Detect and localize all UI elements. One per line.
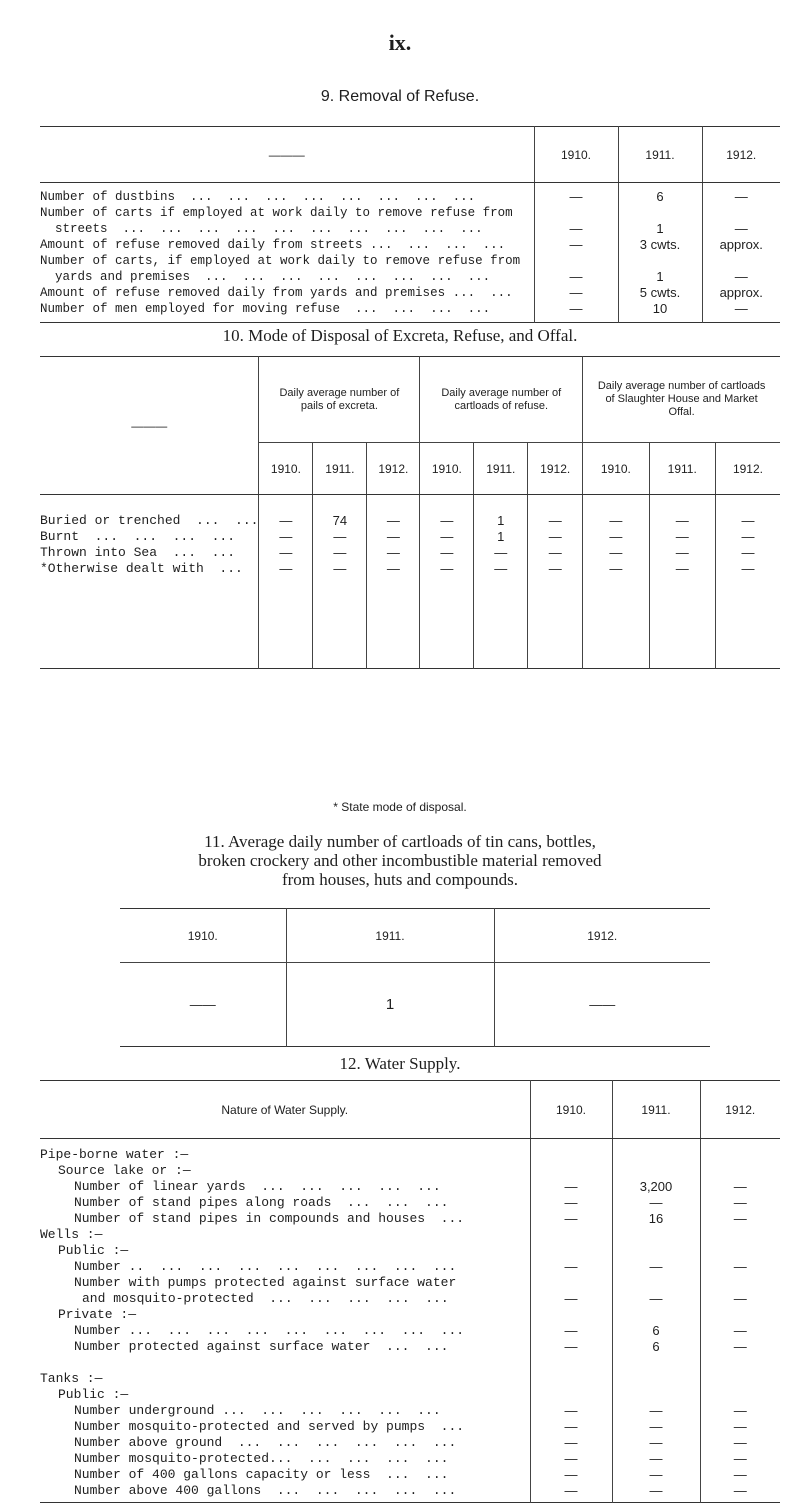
refuse-removal-table [40,126,780,323]
value-cell: — [700,1467,780,1483]
value-cell [700,1387,780,1403]
value-cell: — [649,529,715,545]
value-cell: 16 [612,1211,700,1227]
table-row [40,1419,780,1435]
row-label: Number of 400 gallons capacity or less ... ... [74,1466,449,1482]
table-row [40,1307,780,1323]
value-cell: 1 [474,513,528,529]
value-cell [700,1163,780,1179]
value-cell: approx. [702,285,780,301]
row-label: Number of stand pipes along roads ... ... ... [74,1194,449,1210]
value-cell: — [612,1451,700,1467]
value-cell: — [534,253,618,285]
value-cell [530,1227,612,1243]
row-label: Number .. ... ... ... ... ... ... ... ... [74,1258,457,1274]
title-line: broken crockery and other incombustible material removed [198,851,602,870]
value-cell: — [702,253,780,285]
value-cell: — [612,1419,700,1435]
year-header: 1911. [286,909,494,963]
value-cell [700,1147,780,1163]
value-cell: — [700,1403,780,1419]
value-cell: — [420,561,474,577]
value-cell: — [700,1451,780,1467]
row-label: Thrown into Sea ... ... [40,544,236,560]
value-cell: — [530,1291,612,1307]
table-row [40,1243,780,1259]
value-cell: — [583,529,649,545]
value-cell: — [534,237,618,253]
value-cell: — [715,561,780,577]
row-label: Buried or trenched ... ... [40,512,259,528]
row-label: and mosquito-protected ... ... ... ... ... [82,1290,449,1306]
table-row [40,1339,780,1355]
label-line: Amount of refuse removed daily from streets ... ... ... ... [40,237,506,252]
footnote: * State mode of disposal. [333,800,467,814]
value-cell: —— [494,963,710,1047]
year-header: 1911. [313,443,367,495]
incombustible-table [120,908,710,1047]
value-cell: — [700,1419,780,1435]
value-cell: — [474,545,528,561]
value-cell: — [612,1291,700,1307]
value-cell: — [700,1435,780,1451]
value-cell: — [534,301,618,317]
value-cell: — [530,1435,612,1451]
table-row [40,1163,780,1179]
value-cell [700,1307,780,1323]
value-cell: — [528,513,583,529]
value-cell: 1 [286,963,494,1047]
value-cell: — [530,1259,612,1275]
value-cell: — [612,1467,700,1483]
table-row [40,189,780,205]
value-cell: 1 [618,205,702,237]
value-cell: — [700,1483,780,1499]
value-cell: — [367,513,420,529]
row-label: Number protected against surface water ... ... [74,1338,449,1354]
section-12-title: 12. Water Supply. [339,1054,461,1073]
value-cell [612,1371,700,1387]
value-cell: — [583,561,649,577]
row-label: Number of linear yards ... ... ... ... ... [74,1178,441,1194]
value-cell: 5 cwts. [618,285,702,301]
value-cell: 6 [612,1323,700,1339]
value-cell: — [420,513,474,529]
value-cell: — [612,1483,700,1499]
value-cell: — [474,561,528,577]
year-header: 1912. [494,909,710,963]
value-cell [612,1275,700,1291]
table-row [40,1147,780,1163]
value-cell [530,1147,612,1163]
year-header: 1912. [367,443,420,495]
value-cell [700,1355,780,1371]
label-line: Amount of refuse removed daily from yards and premises ... ... [40,285,513,300]
value-cell: — [715,513,780,529]
row-label [40,237,534,253]
table-row [40,301,780,317]
row-label: Wells :— [40,1226,103,1242]
row-label: Public :— [58,1386,129,1402]
section-10-title: 10. Mode of Disposal of Excreta, Refuse, and Offal. [222,326,578,345]
value-cell: — [530,1211,612,1227]
table-row [40,1211,780,1227]
value-cell: — [702,189,780,205]
header-blank: ——— [40,127,534,183]
year-header: 1912. [702,127,780,183]
year-header: 1910. [120,909,286,963]
value-cell [700,1227,780,1243]
value-cell [612,1307,700,1323]
value-cell: — [702,301,780,317]
disposal-table [40,356,780,669]
value-cell: — [715,545,780,561]
value-cell: — [528,529,583,545]
value-cell: — [612,1435,700,1451]
value-cell [530,1371,612,1387]
value-cell: — [259,561,313,577]
value-cell [530,1355,612,1371]
value-cell [530,1307,612,1323]
value-cell: — [259,545,313,561]
value-cell: — [313,545,367,561]
row-label: Number above 400 gallons ... ... ... ... ... [74,1482,457,1498]
value-cell: 1 [618,253,702,285]
value-cell: — [700,1323,780,1339]
label-line: Number of carts if employed at work daily to remove refuse from [40,205,513,220]
label-line: streets ... ... ... ... ... ... ... ... ... ... [40,221,483,236]
header-blank: ——— [40,357,259,495]
value-cell: — [530,1179,612,1195]
value-cell: — [700,1179,780,1195]
row-label: Number above ground ... ... ... ... ... ... [74,1434,457,1450]
value-cell: — [700,1259,780,1275]
value-cell: — [259,529,313,545]
table-row [40,253,780,285]
table-row [40,545,780,561]
year-header: 1911. [474,443,528,495]
table-row [40,529,780,545]
table-row [40,1179,780,1195]
row-label: Number mosquito-protected... ... ... ... ... [74,1450,449,1466]
value-cell: —— [189,996,216,1012]
value-cell [612,1387,700,1403]
value-cell: — [715,529,780,545]
table-row [40,1259,780,1275]
value-cell [612,1163,700,1179]
row-label: Number underground ... ... ... ... ... ... [74,1402,441,1418]
row-label: Tanks :— [40,1370,103,1386]
value-cell: 74 [313,513,367,529]
table-row [40,1403,780,1419]
row-label: Number of stand pipes in compounds and houses ... [74,1210,465,1226]
table-row [40,513,780,529]
value-cell [612,1227,700,1243]
year-header: 1912. [715,443,780,495]
table-row [40,1291,780,1307]
group-header-pails: Daily average number of pails of excreta. [259,357,420,443]
value-cell: 3,200 [612,1179,700,1195]
table-row [40,1483,780,1499]
row-label: Pipe-borne water :— [40,1146,189,1162]
row-label: Public :— [58,1242,129,1258]
value-cell: 6 [618,189,702,205]
value-cell [530,1243,612,1259]
year-header: 1910. [583,443,649,495]
value-cell [612,1355,700,1371]
year-header: 1912. [700,1081,780,1139]
row-label: Burnt ... ... ... ... [40,528,236,544]
value-cell: — [528,561,583,577]
value-cell [612,1147,700,1163]
value-cell [700,1275,780,1291]
label-line: yards and premises ... ... ... ... ... ... ... ... [40,269,491,284]
value-cell: — [583,545,649,561]
value-cell: — [700,1339,780,1355]
year-header: 1911. [612,1081,700,1139]
table-row [40,1355,780,1371]
row-label [40,301,534,317]
row-label [40,205,534,237]
row-label: *Otherwise dealt with ... [40,560,243,576]
value-cell: — [649,513,715,529]
table-row [40,1451,780,1467]
section-9-title: 9. Removal of Refuse. [320,88,480,105]
page-number: ix. [388,30,412,55]
title-line: from houses, huts and compounds. [281,870,519,889]
year-header: 1910. [534,127,618,183]
value-cell: — [583,513,649,529]
water-supply-table [40,1080,780,1503]
table-row [40,561,780,577]
row-label: Number ... ... ... ... ... ... ... ... ... [74,1322,465,1338]
value-cell: — [367,545,420,561]
label-line: Number of carts, if employed at work daily to remove refuse from [40,253,521,268]
table-row [40,285,780,301]
header-nature: Nature of Water Supply. [40,1081,530,1139]
value-cell: — [367,529,420,545]
group-header-offal: Daily average number of cartloads of Slaughter House and Market Offal. [583,357,780,443]
row-label [40,285,534,301]
year-header: 1911. [649,443,715,495]
label-line: Number of dustbins ... ... ... ... ... ... ... ... [40,189,476,204]
title-line: 11. Average daily number of cartloads of tin cans, bottles, [204,832,596,851]
row-label: Number mosquito-protected and served by pumps ... [74,1418,465,1434]
value-cell: — [530,1195,612,1211]
row-label: Number with pumps protected against surface water [74,1274,457,1290]
table-row [40,1275,780,1291]
value-cell: — [700,1195,780,1211]
value-cell: — [420,545,474,561]
value-cell: — [259,513,313,529]
year-header: 1910. [259,443,313,495]
section-11-title [0,832,800,889]
value-cell [530,1275,612,1291]
value-cell: — [530,1451,612,1467]
row-label: Source lake or :— [58,1162,191,1178]
table-row [40,205,780,237]
year-header: 1912. [528,443,583,495]
value-cell: — [530,1403,612,1419]
table-row [40,1467,780,1483]
table-row [40,1227,780,1243]
value-cell: — [420,529,474,545]
table-row [40,237,780,253]
value-cell [530,1387,612,1403]
value-cell: — [612,1259,700,1275]
value-cell: 10 [618,301,702,317]
value-cell [612,1243,700,1259]
value-cell: — [649,545,715,561]
value-cell: — [530,1467,612,1483]
value-cell: — [534,189,618,205]
value-cell: — [528,545,583,561]
value-cell: — [530,1323,612,1339]
value-cell [700,1243,780,1259]
value-cell: — [534,285,618,301]
table-row [40,1195,780,1211]
value-cell: 1 [474,529,528,545]
value-cell: — [367,561,420,577]
row-label: Private :— [58,1306,137,1322]
year-header: 1910. [530,1081,612,1139]
value-cell: — [612,1403,700,1419]
table-row [40,1371,780,1387]
value-cell: — [313,561,367,577]
value-cell: — [700,1291,780,1307]
value-cell [530,1163,612,1179]
group-header-cartloads: Daily average number of cartloads of refuse. [420,357,583,443]
value-cell: — [534,205,618,237]
value-cell [700,1371,780,1387]
value-cell: — [700,1211,780,1227]
value-cell: 3 cwts. [618,237,702,253]
row-label [40,1355,530,1371]
row-label [40,189,534,205]
value-cell: — [702,205,780,237]
value-cell: — [612,1195,700,1211]
row-label [40,253,534,285]
year-header: 1910. [420,443,474,495]
value-cell: — [530,1339,612,1355]
value-cell: — [530,1419,612,1435]
label-line: Number of men employed for moving refuse ... ... ... ... [40,301,491,316]
table-row [40,1323,780,1339]
value-cell: 6 [612,1339,700,1355]
value-cell: — [649,561,715,577]
value-cell: approx. [702,237,780,253]
table-row [40,1387,780,1403]
table-row [40,1435,780,1451]
value-cell: — [313,529,367,545]
value-cell: — [530,1483,612,1499]
year-header: 1911. [618,127,702,183]
